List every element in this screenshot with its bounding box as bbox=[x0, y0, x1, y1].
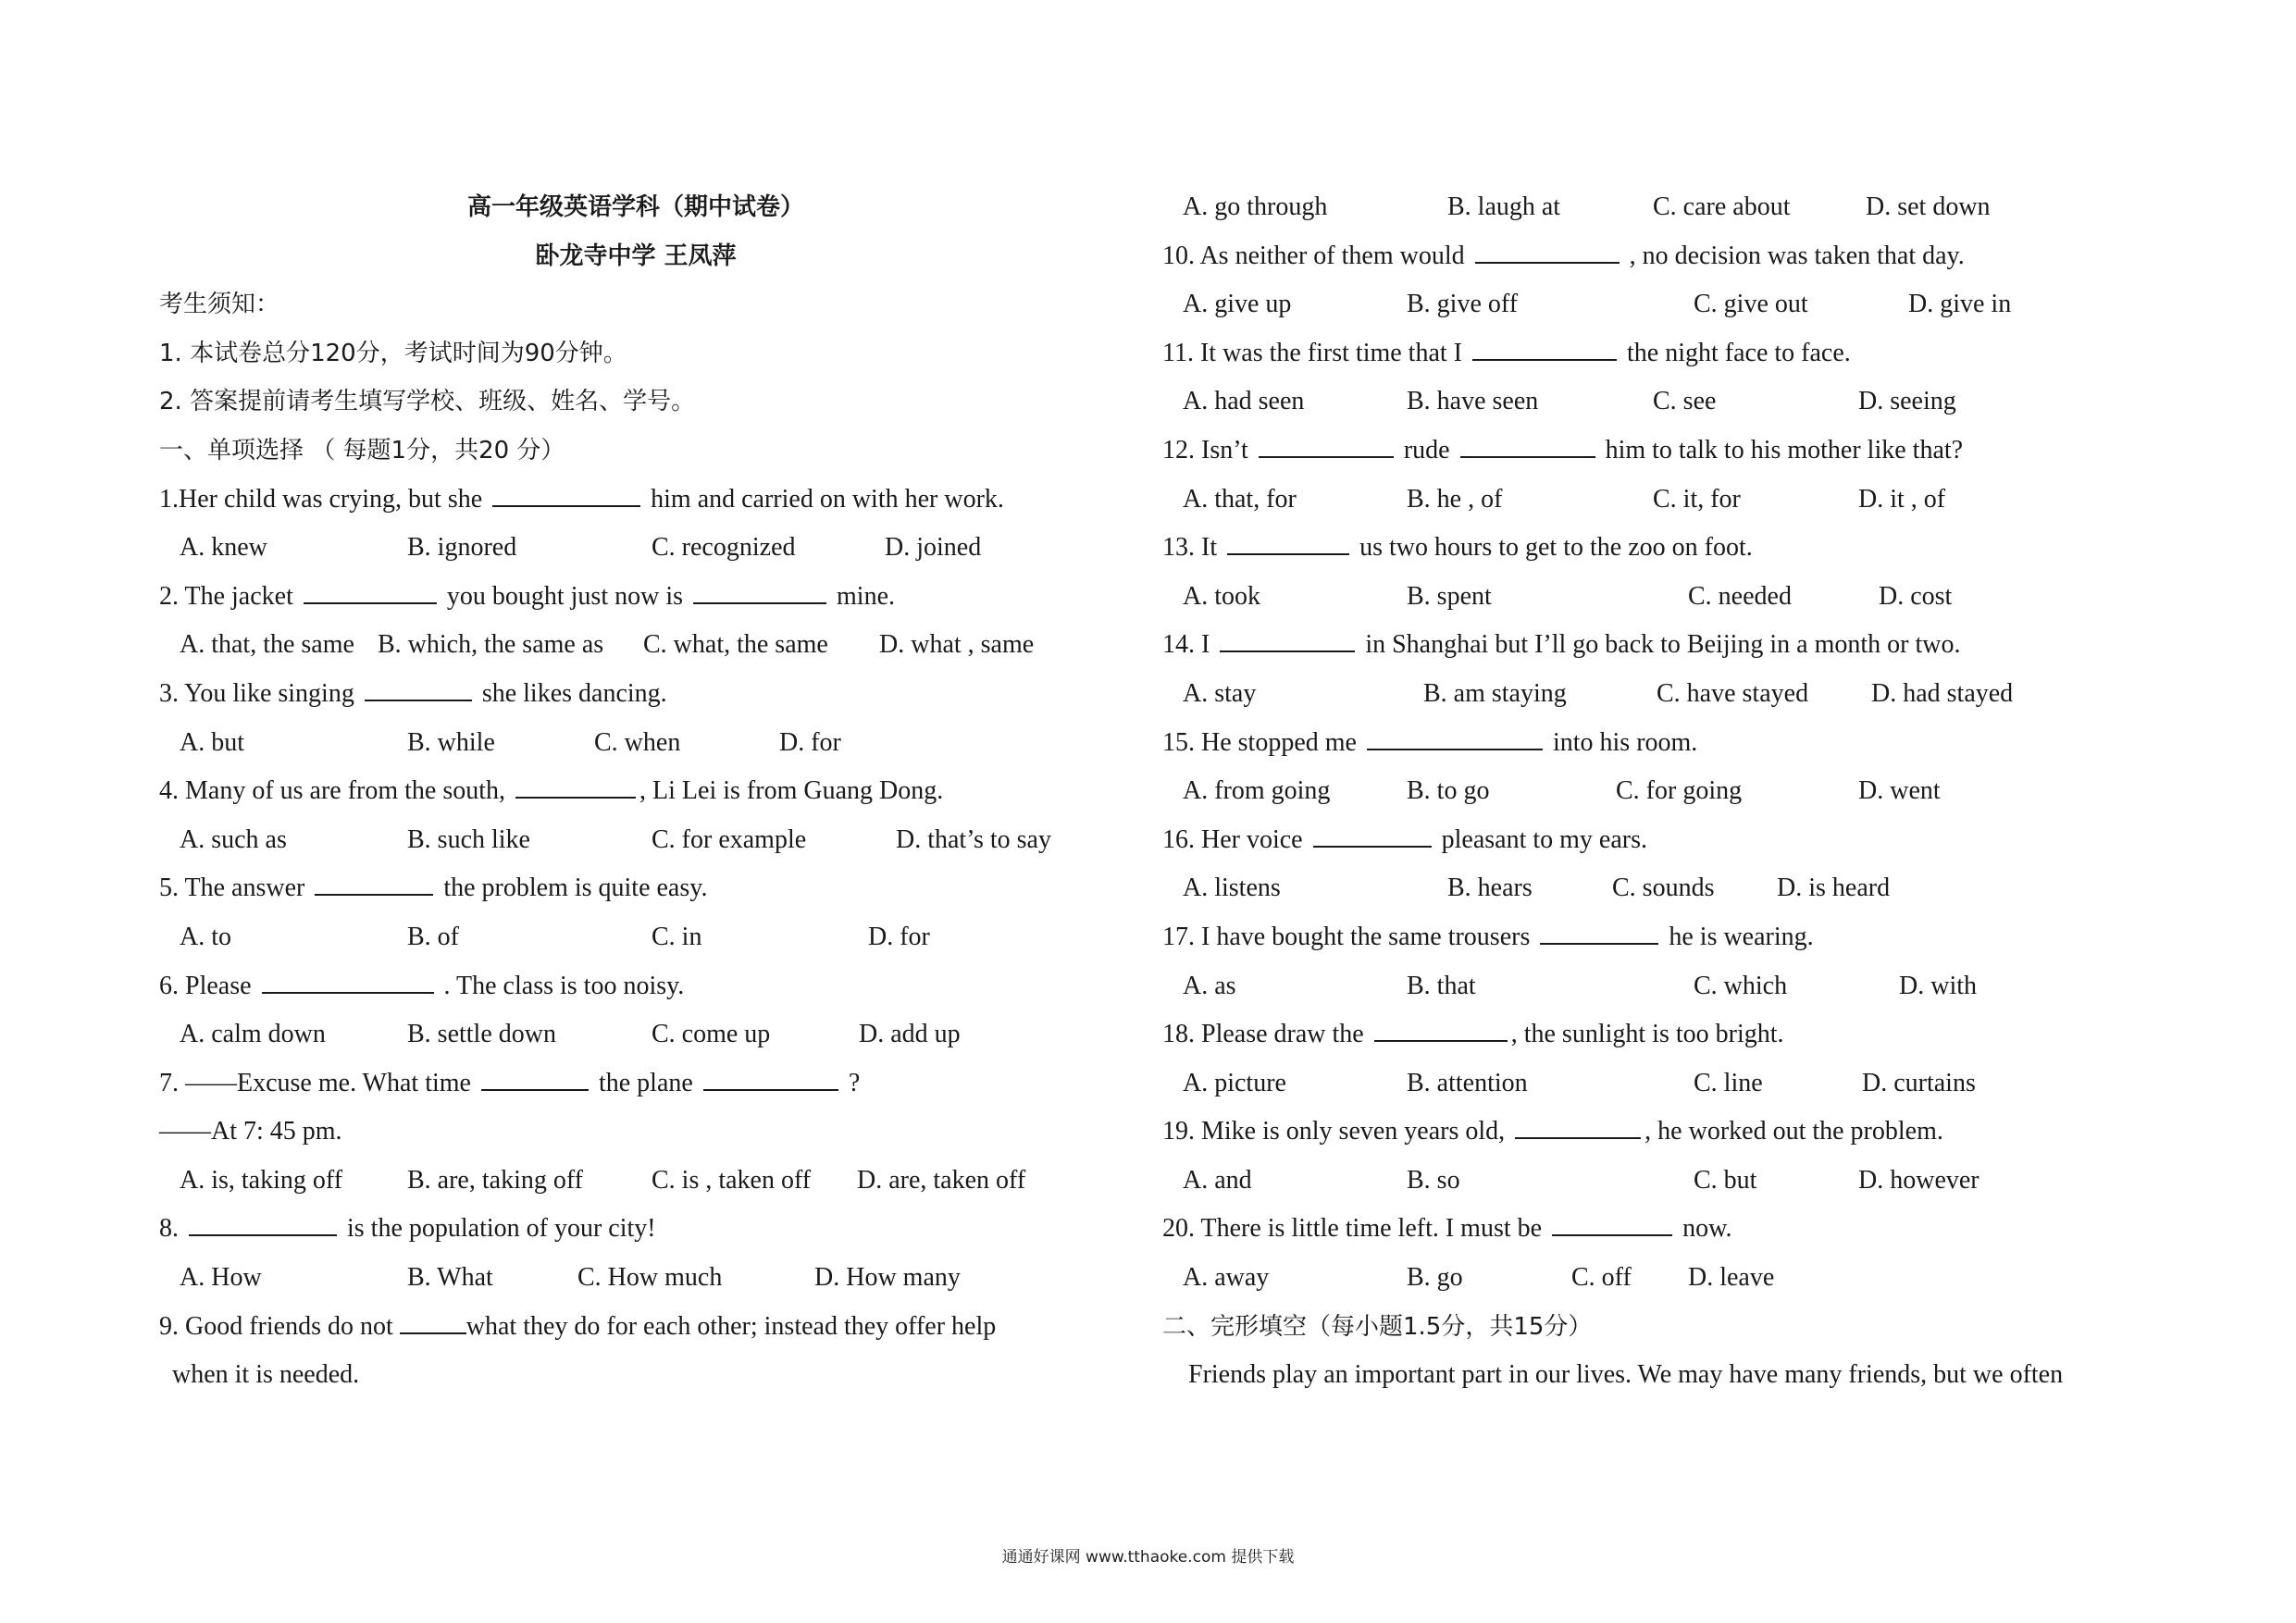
option-d: D. what , same bbox=[879, 630, 1035, 660]
option-a: A. as bbox=[1183, 971, 1236, 1000]
option-c: C. line bbox=[1694, 1068, 1763, 1097]
question-7-options bbox=[159, 1157, 1094, 1206]
option-d: D. curtains bbox=[1862, 1068, 1976, 1097]
option-b: B. attention bbox=[1407, 1068, 1528, 1097]
option-c: C. off bbox=[1571, 1263, 1632, 1293]
option-a: A. took bbox=[1183, 581, 1260, 611]
option-b: B. go bbox=[1407, 1263, 1463, 1293]
question-15: 15. He stopped me into his room. bbox=[1162, 719, 2162, 768]
option-c: C. for example bbox=[652, 824, 807, 854]
option-c: C. sounds bbox=[1612, 873, 1715, 903]
question-1: 1.Her child was crying, but she him and carried on with her work. bbox=[159, 476, 1094, 525]
exam-title: 高一年级英语学科（期中试卷） bbox=[466, 193, 804, 221]
option-c: C. see bbox=[1653, 387, 1717, 416]
cloze-passage: Friends play an important part in our lives. We may have many friends, but we often bbox=[1188, 1360, 2064, 1390]
section2-heading: 二、完形填空（每小题1.5分，共15分） bbox=[1162, 1312, 1593, 1341]
answer-blank bbox=[492, 477, 640, 507]
option-b: B. that bbox=[1407, 971, 1476, 1000]
answer-blank bbox=[1259, 428, 1394, 458]
question-1-options bbox=[159, 524, 1094, 573]
option-c: C. it, for bbox=[1653, 484, 1741, 514]
question-7-answer: ——At 7: 45 pm. bbox=[159, 1117, 342, 1146]
left-column bbox=[159, 183, 1094, 1400]
option-c: C. give out bbox=[1694, 290, 1808, 319]
option-d: D. for bbox=[868, 922, 930, 951]
answer-blank bbox=[365, 672, 472, 701]
option-a: A. knew bbox=[180, 533, 267, 563]
question-20-options bbox=[1162, 1254, 2162, 1303]
option-a: A. stay bbox=[1183, 678, 1257, 708]
answer-blank bbox=[1515, 1109, 1641, 1139]
answer-blank bbox=[189, 1207, 337, 1236]
option-d: D. went bbox=[1858, 776, 1941, 806]
option-a: A. and bbox=[1183, 1165, 1252, 1195]
option-d: D. add up bbox=[859, 1020, 961, 1049]
question-4-options bbox=[159, 816, 1094, 865]
option-d: D. set down bbox=[1866, 192, 1991, 221]
answer-blank bbox=[400, 1305, 466, 1334]
answer-blank bbox=[703, 1061, 838, 1091]
option-b: B. settle down bbox=[407, 1020, 556, 1049]
answer-blank bbox=[262, 964, 434, 994]
option-c: C. in bbox=[652, 922, 702, 951]
question-9-options bbox=[1162, 183, 2162, 232]
notice-item-1: 1. 本试卷总分120分，考试时间为90分钟。 bbox=[159, 339, 627, 367]
question-16: 16. Her voice pleasant to my ears. bbox=[1162, 816, 2162, 865]
answer-blank bbox=[1313, 818, 1432, 848]
notice-item-2: 2. 答案提前请考生填写学校、班级、姓名、学号。 bbox=[159, 388, 696, 416]
option-c: C. for going bbox=[1616, 776, 1743, 806]
option-b: B. have seen bbox=[1407, 387, 1539, 416]
exam-subtitle: 卧龙寺中学 王凤萍 bbox=[535, 242, 737, 270]
answer-blank bbox=[1540, 915, 1658, 945]
question-9: 9. Good friends do not what they do for each other; instead they offer help bbox=[159, 1303, 1094, 1352]
answer-blank bbox=[481, 1061, 589, 1091]
question-7: 7. ——Excuse me. What time the plane ? bbox=[159, 1059, 1094, 1109]
question-13: 13. It us two hours to get to the zoo on foot. bbox=[1162, 524, 2162, 573]
option-a: A. to bbox=[180, 922, 231, 951]
option-a: A. is, taking off bbox=[180, 1165, 343, 1195]
option-b: B. so bbox=[1407, 1165, 1460, 1195]
question-11: 11. It was the first time that I the night face to face. bbox=[1162, 329, 2162, 378]
question-4: 4. Many of us are from the south, , Li Lei is from Guang Dong. bbox=[159, 767, 1094, 816]
section1-heading: 一、单项选择 （ 每题1分，共20 分） bbox=[159, 436, 565, 465]
right-column bbox=[1162, 183, 2162, 1400]
option-a: A. give up bbox=[1183, 290, 1292, 319]
question-13-options bbox=[1162, 573, 2162, 622]
option-d: D. cost bbox=[1879, 581, 1953, 611]
option-a: A. away bbox=[1183, 1263, 1270, 1293]
option-a: A. from going bbox=[1183, 776, 1331, 806]
answer-blank bbox=[315, 866, 433, 896]
option-c: C. which bbox=[1694, 971, 1788, 1000]
answer-blank bbox=[1227, 526, 1349, 555]
question-17: 17. I have bought the same trousers he is wearing. bbox=[1162, 913, 2162, 962]
option-d: D. How many bbox=[814, 1263, 961, 1293]
option-d: D. for bbox=[779, 727, 841, 757]
option-d: D. however bbox=[1858, 1165, 1980, 1195]
option-b: B. he , of bbox=[1407, 484, 1503, 514]
answer-blank bbox=[1374, 1012, 1508, 1042]
option-b: B. give off bbox=[1407, 290, 1519, 319]
option-c: C. when bbox=[594, 727, 681, 757]
option-d: D. are, taken off bbox=[857, 1165, 1026, 1195]
answer-blank bbox=[1472, 331, 1617, 361]
answer-blank bbox=[1552, 1207, 1672, 1236]
option-a: A. picture bbox=[1183, 1068, 1286, 1097]
option-a: A. had seen bbox=[1183, 387, 1305, 416]
option-a: A. calm down bbox=[180, 1020, 326, 1049]
question-9-continuation: when it is needed. bbox=[172, 1360, 360, 1390]
option-d: D. seeing bbox=[1858, 387, 1956, 416]
option-d: D. joined bbox=[885, 533, 982, 563]
question-3-options bbox=[159, 719, 1094, 768]
option-d: D. with bbox=[1899, 971, 1977, 1000]
option-b: B. of bbox=[407, 922, 459, 951]
option-c: C. care about bbox=[1653, 192, 1791, 221]
question-15-options bbox=[1162, 767, 2162, 816]
question-8: 8. is the population of your city! bbox=[159, 1205, 1094, 1254]
option-c: C. come up bbox=[652, 1020, 771, 1049]
question-19-options bbox=[1162, 1157, 2162, 1206]
option-c: C. How much bbox=[577, 1263, 723, 1293]
option-b: B. spent bbox=[1407, 581, 1492, 611]
option-b: B. which, the same as bbox=[378, 630, 604, 660]
question-2: 2. The jacket you bought just now is mine. bbox=[159, 573, 1094, 622]
answer-blank bbox=[693, 575, 826, 604]
question-12: 12. Isn’t rude him to talk to his mother like that? bbox=[1162, 427, 2162, 476]
option-a: A. that, for bbox=[1183, 484, 1297, 514]
question-17-options bbox=[1162, 962, 2162, 1011]
option-c: C. recognized bbox=[652, 533, 796, 563]
question-16-options bbox=[1162, 864, 2162, 913]
option-c: C. have stayed bbox=[1657, 678, 1809, 708]
question-11-options bbox=[1162, 378, 2162, 427]
question-6-options bbox=[159, 1010, 1094, 1059]
option-b: B. such like bbox=[407, 824, 530, 854]
option-a: A. How bbox=[180, 1263, 262, 1293]
answer-blank bbox=[1220, 623, 1355, 652]
option-b: B. while bbox=[407, 727, 495, 757]
option-c: C. needed bbox=[1688, 581, 1792, 611]
question-5-options bbox=[159, 913, 1094, 962]
question-2-options bbox=[159, 621, 1094, 670]
question-18: 18. Please draw the , the sunlight is too bright. bbox=[1162, 1010, 2162, 1059]
option-b: B. to go bbox=[1407, 776, 1490, 806]
option-a: A. such as bbox=[180, 824, 287, 854]
option-b: B. hears bbox=[1447, 873, 1533, 903]
question-5: 5. The answer the problem is quite easy. bbox=[159, 864, 1094, 913]
answer-blank bbox=[1460, 428, 1595, 458]
option-b: B. ignored bbox=[407, 533, 517, 563]
option-a: A. that, the same bbox=[180, 630, 354, 660]
question-12-options bbox=[1162, 476, 2162, 525]
answer-blank bbox=[304, 575, 437, 604]
option-d: D. give in bbox=[1908, 290, 2012, 319]
question-10-options bbox=[1162, 280, 2162, 329]
question-6: 6. Please . The class is too noisy. bbox=[159, 962, 1094, 1011]
option-d: D. is heard bbox=[1777, 873, 1891, 903]
option-d: D. that’s to say bbox=[896, 824, 1051, 854]
question-18-options bbox=[1162, 1059, 2162, 1109]
question-8-options bbox=[159, 1254, 1094, 1303]
question-10: 10. As neither of them would , no decision was taken that day. bbox=[1162, 232, 2162, 281]
question-19: 19. Mike is only seven years old, , he worked out the problem. bbox=[1162, 1108, 2162, 1157]
option-c: C. but bbox=[1694, 1165, 1757, 1195]
answer-blank bbox=[515, 769, 636, 799]
notice-heading: 考生须知： bbox=[159, 291, 280, 319]
question-14-options bbox=[1162, 670, 2162, 719]
option-b: B. laugh at bbox=[1447, 192, 1561, 221]
question-3: 3. You like singing she likes dancing. bbox=[159, 670, 1094, 719]
option-c: C. what, the same bbox=[643, 630, 828, 660]
option-b: B. are, taking off bbox=[407, 1165, 583, 1195]
option-a: A. but bbox=[180, 727, 244, 757]
option-d: D. leave bbox=[1688, 1263, 1775, 1293]
option-a: A. go through bbox=[1183, 192, 1328, 221]
answer-blank bbox=[1475, 234, 1620, 264]
option-c: C. is , taken off bbox=[652, 1165, 812, 1195]
question-20: 20. There is little time left. I must be now. bbox=[1162, 1205, 2162, 1254]
option-a: A. listens bbox=[1183, 873, 1281, 903]
option-b: B. What bbox=[407, 1263, 493, 1293]
page-footer: 通通好课网 www.tthaoke.com 提供下载 bbox=[1001, 1548, 1295, 1567]
option-d: D. it , of bbox=[1858, 484, 1946, 514]
answer-blank bbox=[1367, 721, 1543, 750]
option-d: D. had stayed bbox=[1871, 678, 2014, 708]
option-b: B. am staying bbox=[1423, 678, 1567, 708]
question-14: 14. I in Shanghai but I’ll go back to Beijing in a month or two. bbox=[1162, 621, 2162, 670]
